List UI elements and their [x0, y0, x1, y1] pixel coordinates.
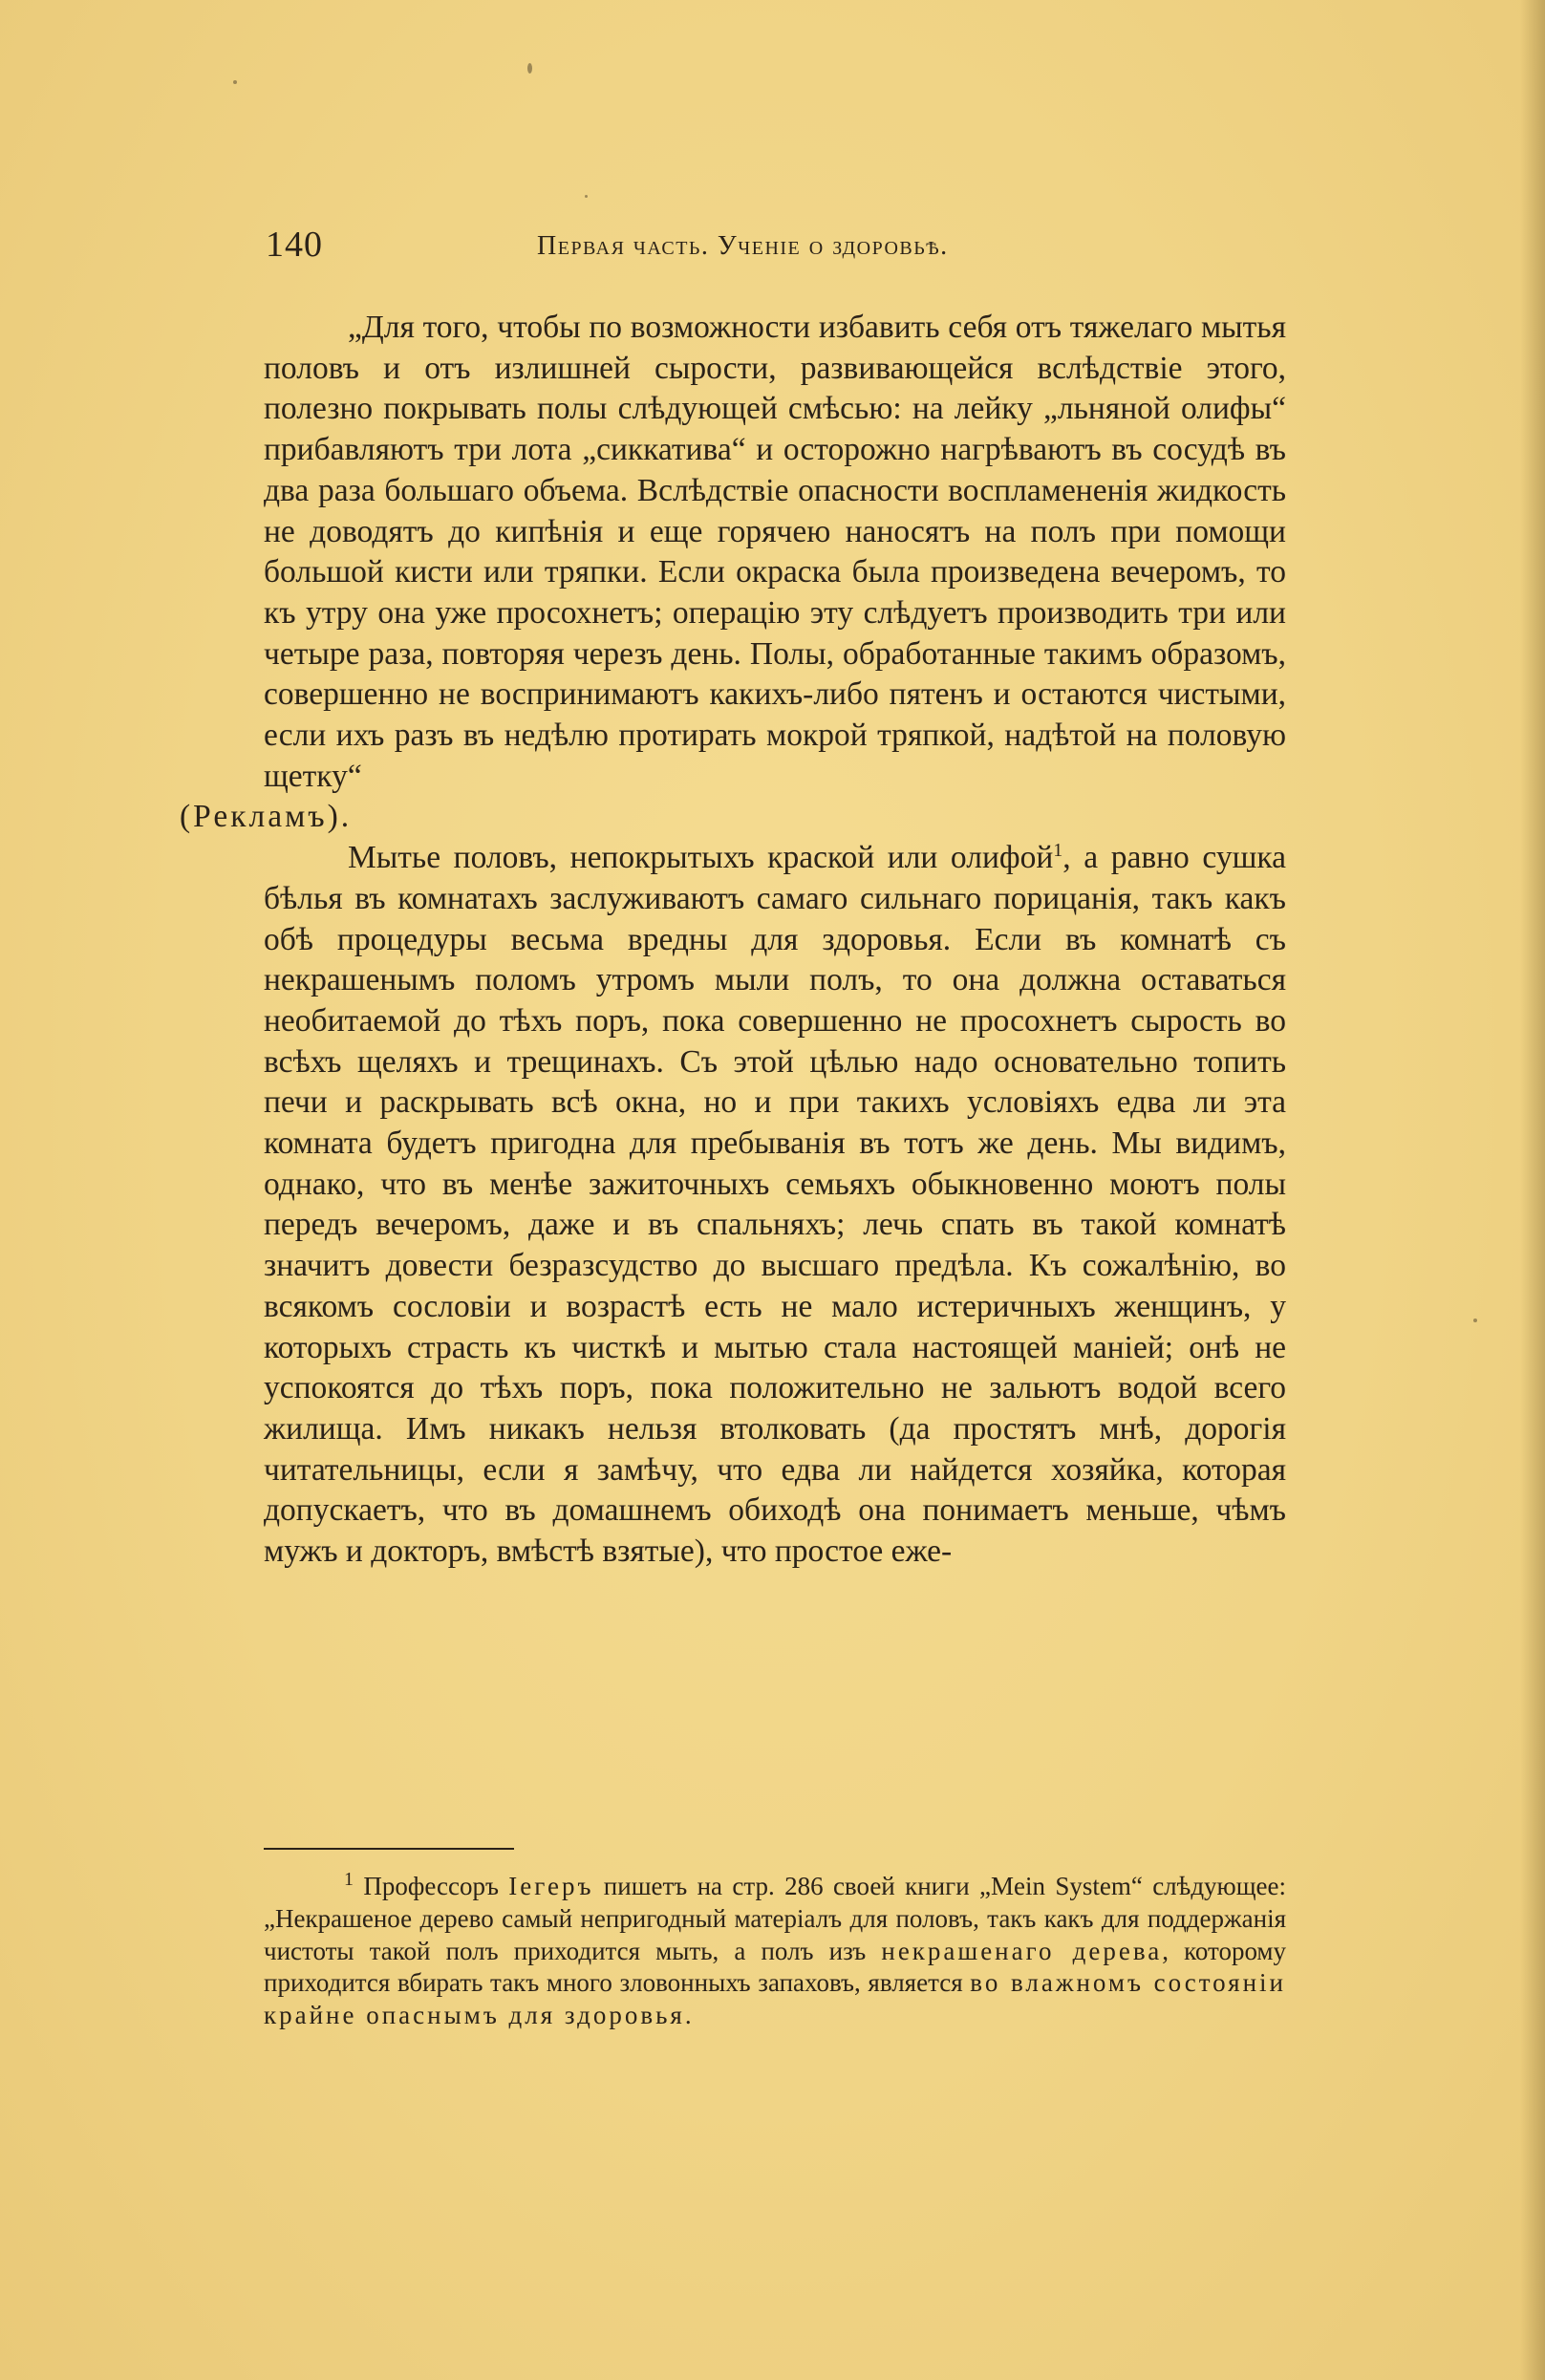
paragraph-1-text: „Для того, чтобы по возможности избавить себя отъ тяжелаго мытья половъ и отъ излишней сырости, развивающейся вслѣдствіе этого, полезно покрывать полы слѣдующей смѣсью: на лейку „льняной олифы“ прибавляютъ три лота „сиккатива“ и осторожно нагрѣваютъ въ сосудѣ въ два раза большаго объема. Вслѣдствіе опасности воспламененія жидкость не доводятъ до кипѣнія и еще горячею наносятъ на полъ при помощи большой кисти или тряпки. Если окраска была произведена вечеромъ, то къ утру она уже просохнетъ; операцію эту слѣдуетъ производить три или четыре раза, повторяя черезъ день. Полы, обработанные такимъ образомъ, совершенно не воспринимаютъ какихъ-либо пятенъ и остаются чистыми, если ихъ разъ въ недѣлю протирать мокрой тряпкой, надѣтой на половую щетку“: [264, 310, 1286, 794]
paragraph-2-text-a: Мытье половъ, непокрытыхъ краской или олифой: [348, 840, 1054, 876]
paper-speck: [527, 63, 532, 74]
main-text: [180, 308, 1287, 1573]
footnote-text-a: Профессоръ: [354, 1872, 509, 1900]
paper-speck: [585, 195, 588, 198]
footnote-emphasis-1: некрашенаго дерева: [881, 1936, 1163, 1965]
footnote: [264, 1871, 1286, 2032]
page-edge-shadow: [1520, 0, 1545, 2380]
footnote-text-b: пишетъ на стр. 286 своей книги „Mein System“ слѣдующее: „Некрашеное дерево самый непригодный матеріалъ для половъ, такъ какъ для поддержанія чистоты такой полъ приходится мыть, а полъ изъ: [264, 1872, 1286, 1965]
footnote-emphasis-2: во влажномъ состояніи крайне опаснымъ для здоровья: [264, 1968, 1286, 2030]
footnote-mark: 1: [344, 1869, 354, 1890]
paper-speck: [1473, 1319, 1477, 1322]
footnote-author-name: Iегеръ: [508, 1872, 594, 1900]
footnote-text-d: .: [684, 2001, 692, 2030]
paper-speck: [233, 80, 237, 84]
running-head: Первая часть. Ученіе о здоровьѣ.: [537, 231, 949, 261]
paragraph-2-text-b: , а равно сушка бѣлья въ комнатахъ заслуживаютъ самаго сильнаго порицанія, такъ какъ обѣ процедуры весьма вредны для здоровья. Если въ комнатѣ съ некрашенымъ поломъ утромъ мыли полъ, то она должна оставаться необитаемой до тѣхъ поръ, пока совершенно не просохнетъ сырость во всѣхъ щеляхъ и трещинахъ. Съ этой цѣлью надо основательно топить печи и раскрывать всѣ окна, но и при такихъ условіяхъ едва ли эта комната будетъ пригодна для пребыванія въ тотъ же день. Мы видимъ, однако, что въ менѣе зажиточныхъ семьяхъ обыкновенно моютъ полы передъ вечеромъ, даже и въ спальняхъ; лечь спать въ такой комнатѣ значитъ довести безразсудство до высшаго предѣла. Къ сожалѣнію, во всякомъ сословіи и возрастѣ есть не мало истеричныхъ женщинъ, у которыхъ страсть къ чисткѣ и мытью стала настоящей маніей; онѣ не успокоятся до тѣхъ поръ, пока положительно не зальютъ водой всего жилища. Имъ никакъ нельзя втолковать (да простятъ мнѣ, дорогія читательницы, если я замѣчу, что едва ли найдется хозяйка, которая допускаетъ, что въ домашнемъ обиходѣ она понимаетъ меньше, чѣмъ мужъ и докторъ, вмѣстѣ взятые), что простое еже-: [264, 840, 1287, 1570]
footnote-reference: 1: [1053, 839, 1063, 861]
paragraph-1: [180, 308, 1286, 838]
footnote-divider: [264, 1848, 514, 1850]
paragraph-2: [264, 838, 1286, 1573]
page-header: [266, 218, 1288, 275]
footnote-text-c: , которому приходится вбирать такъ много зловонныхъ запаховъ, является: [264, 1936, 1287, 1998]
footnote-paragraph: [264, 1871, 1286, 2032]
page-number: 140: [266, 225, 323, 265]
paragraph-1-source: (Рекламъ).: [180, 799, 353, 835]
